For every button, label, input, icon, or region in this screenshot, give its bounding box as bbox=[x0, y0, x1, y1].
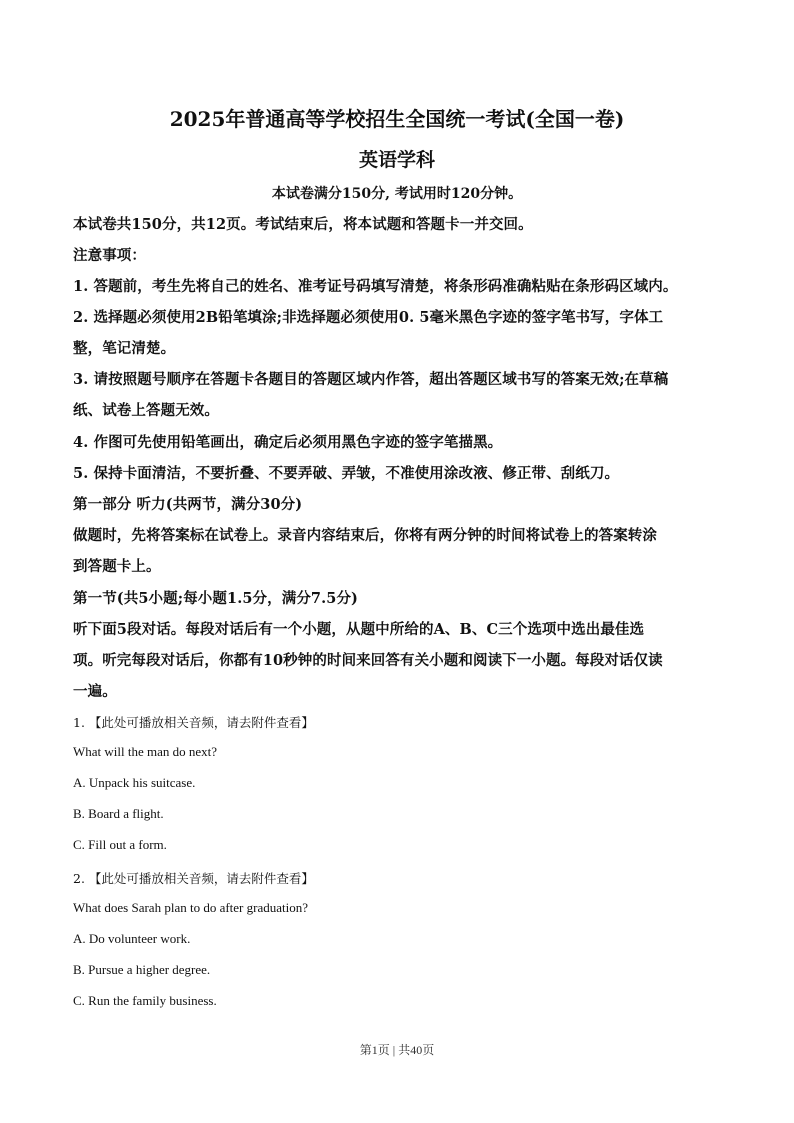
question-number: 1. bbox=[73, 715, 85, 730]
part1-instruction-cont: 到答题卡上。 bbox=[73, 558, 161, 575]
section1-instruction-cont-1: 项。听完每段对话后，你都有10秒钟的时间来回答有关小题和阅读下一小题。每段对话仅读 bbox=[73, 652, 663, 669]
intro-line: 本试卷共150分，共12页。考试结束后，将本试题和答题卡一并交回。 bbox=[73, 216, 533, 233]
subject-title: 英语学科 bbox=[358, 149, 435, 171]
notice-item-2-cont: 整，笔记清楚。 bbox=[73, 340, 176, 357]
section1-instruction: 听下面5段对话。每段对话后有一个小题，从题中所给的A、B、C三个选项中选出最佳选 bbox=[73, 621, 645, 638]
audio-note-link[interactable]: 【此处可播放相关音频，请去附件查看】 bbox=[88, 871, 314, 886]
notice-item-4: 4. 作图可先使用铅笔画出，确定后必须用黑色字迹的签字笔描黑。 bbox=[73, 434, 503, 451]
question-1-stem: What will the man do next? bbox=[73, 744, 218, 759]
section1-instruction-cont-2: 一遍。 bbox=[73, 683, 117, 700]
question-1-option-c: C. Fill out a form. bbox=[73, 837, 167, 852]
notice-item-2: 2. 选择题必须使用2B铅笔填涂;非选择题必须使用0. 5毫米黑色字迹的签字笔书写，字体工 bbox=[73, 309, 664, 326]
question-1-option-a: A. Unpack his suitcase. bbox=[73, 775, 196, 790]
notice-item-3: 3. 请按照题号顺序在答题卡各题目的答题区域内作答，超出答题区域书写的答案无效;在草稿 bbox=[73, 371, 669, 388]
question-1-option-b: B. Board a flight. bbox=[73, 806, 164, 821]
question-2-stem: What does Sarah plan to do after graduation? bbox=[73, 900, 308, 915]
question-2-option-c: C. Run the family business. bbox=[73, 993, 217, 1008]
section1-heading: 第一节(共5小题;每小题1.5分，满分7.5分) bbox=[73, 590, 359, 607]
notice-item-5: 5. 保持卡面清洁，不要折叠、不要弄破、弄皱，不准使用涂改液、修正带、刮纸刀。 bbox=[73, 465, 620, 482]
question-number: 2. bbox=[73, 871, 85, 886]
audio-note-link[interactable]: 【此处可播放相关音频，请去附件查看】 bbox=[88, 715, 314, 730]
question-1-header bbox=[73, 713, 314, 731]
question-2-option-b: B. Pursue a higher degree. bbox=[73, 962, 211, 977]
notice-item-3-cont: 纸、试卷上答题无效。 bbox=[73, 402, 219, 419]
part1-instruction: 做题时，先将答案标在试卷上。录音内容结束后，你将有两分钟的时间将试卷上的答案转涂 bbox=[73, 527, 657, 544]
score-note: 本试卷满分150分, 考试用时120分钟。 bbox=[271, 186, 523, 202]
question-2-option-a: A. Do volunteer work. bbox=[73, 931, 191, 946]
notice-item-1: 1. 答题前，考生先将自己的姓名、准考证号码填写清楚，将条形码准确粘贴在条形码区域内。 bbox=[73, 278, 678, 295]
part1-heading: 第一部分 听力(共两节，满分30分) bbox=[73, 496, 303, 513]
exam-title: 2025年普通高等学校招生全国统一考试(全国一卷) bbox=[169, 107, 625, 131]
notice-heading: 注意事项： bbox=[73, 247, 146, 264]
page-indicator: 第1页 | 共40页 bbox=[359, 1043, 435, 1057]
question-2-header bbox=[73, 869, 314, 887]
